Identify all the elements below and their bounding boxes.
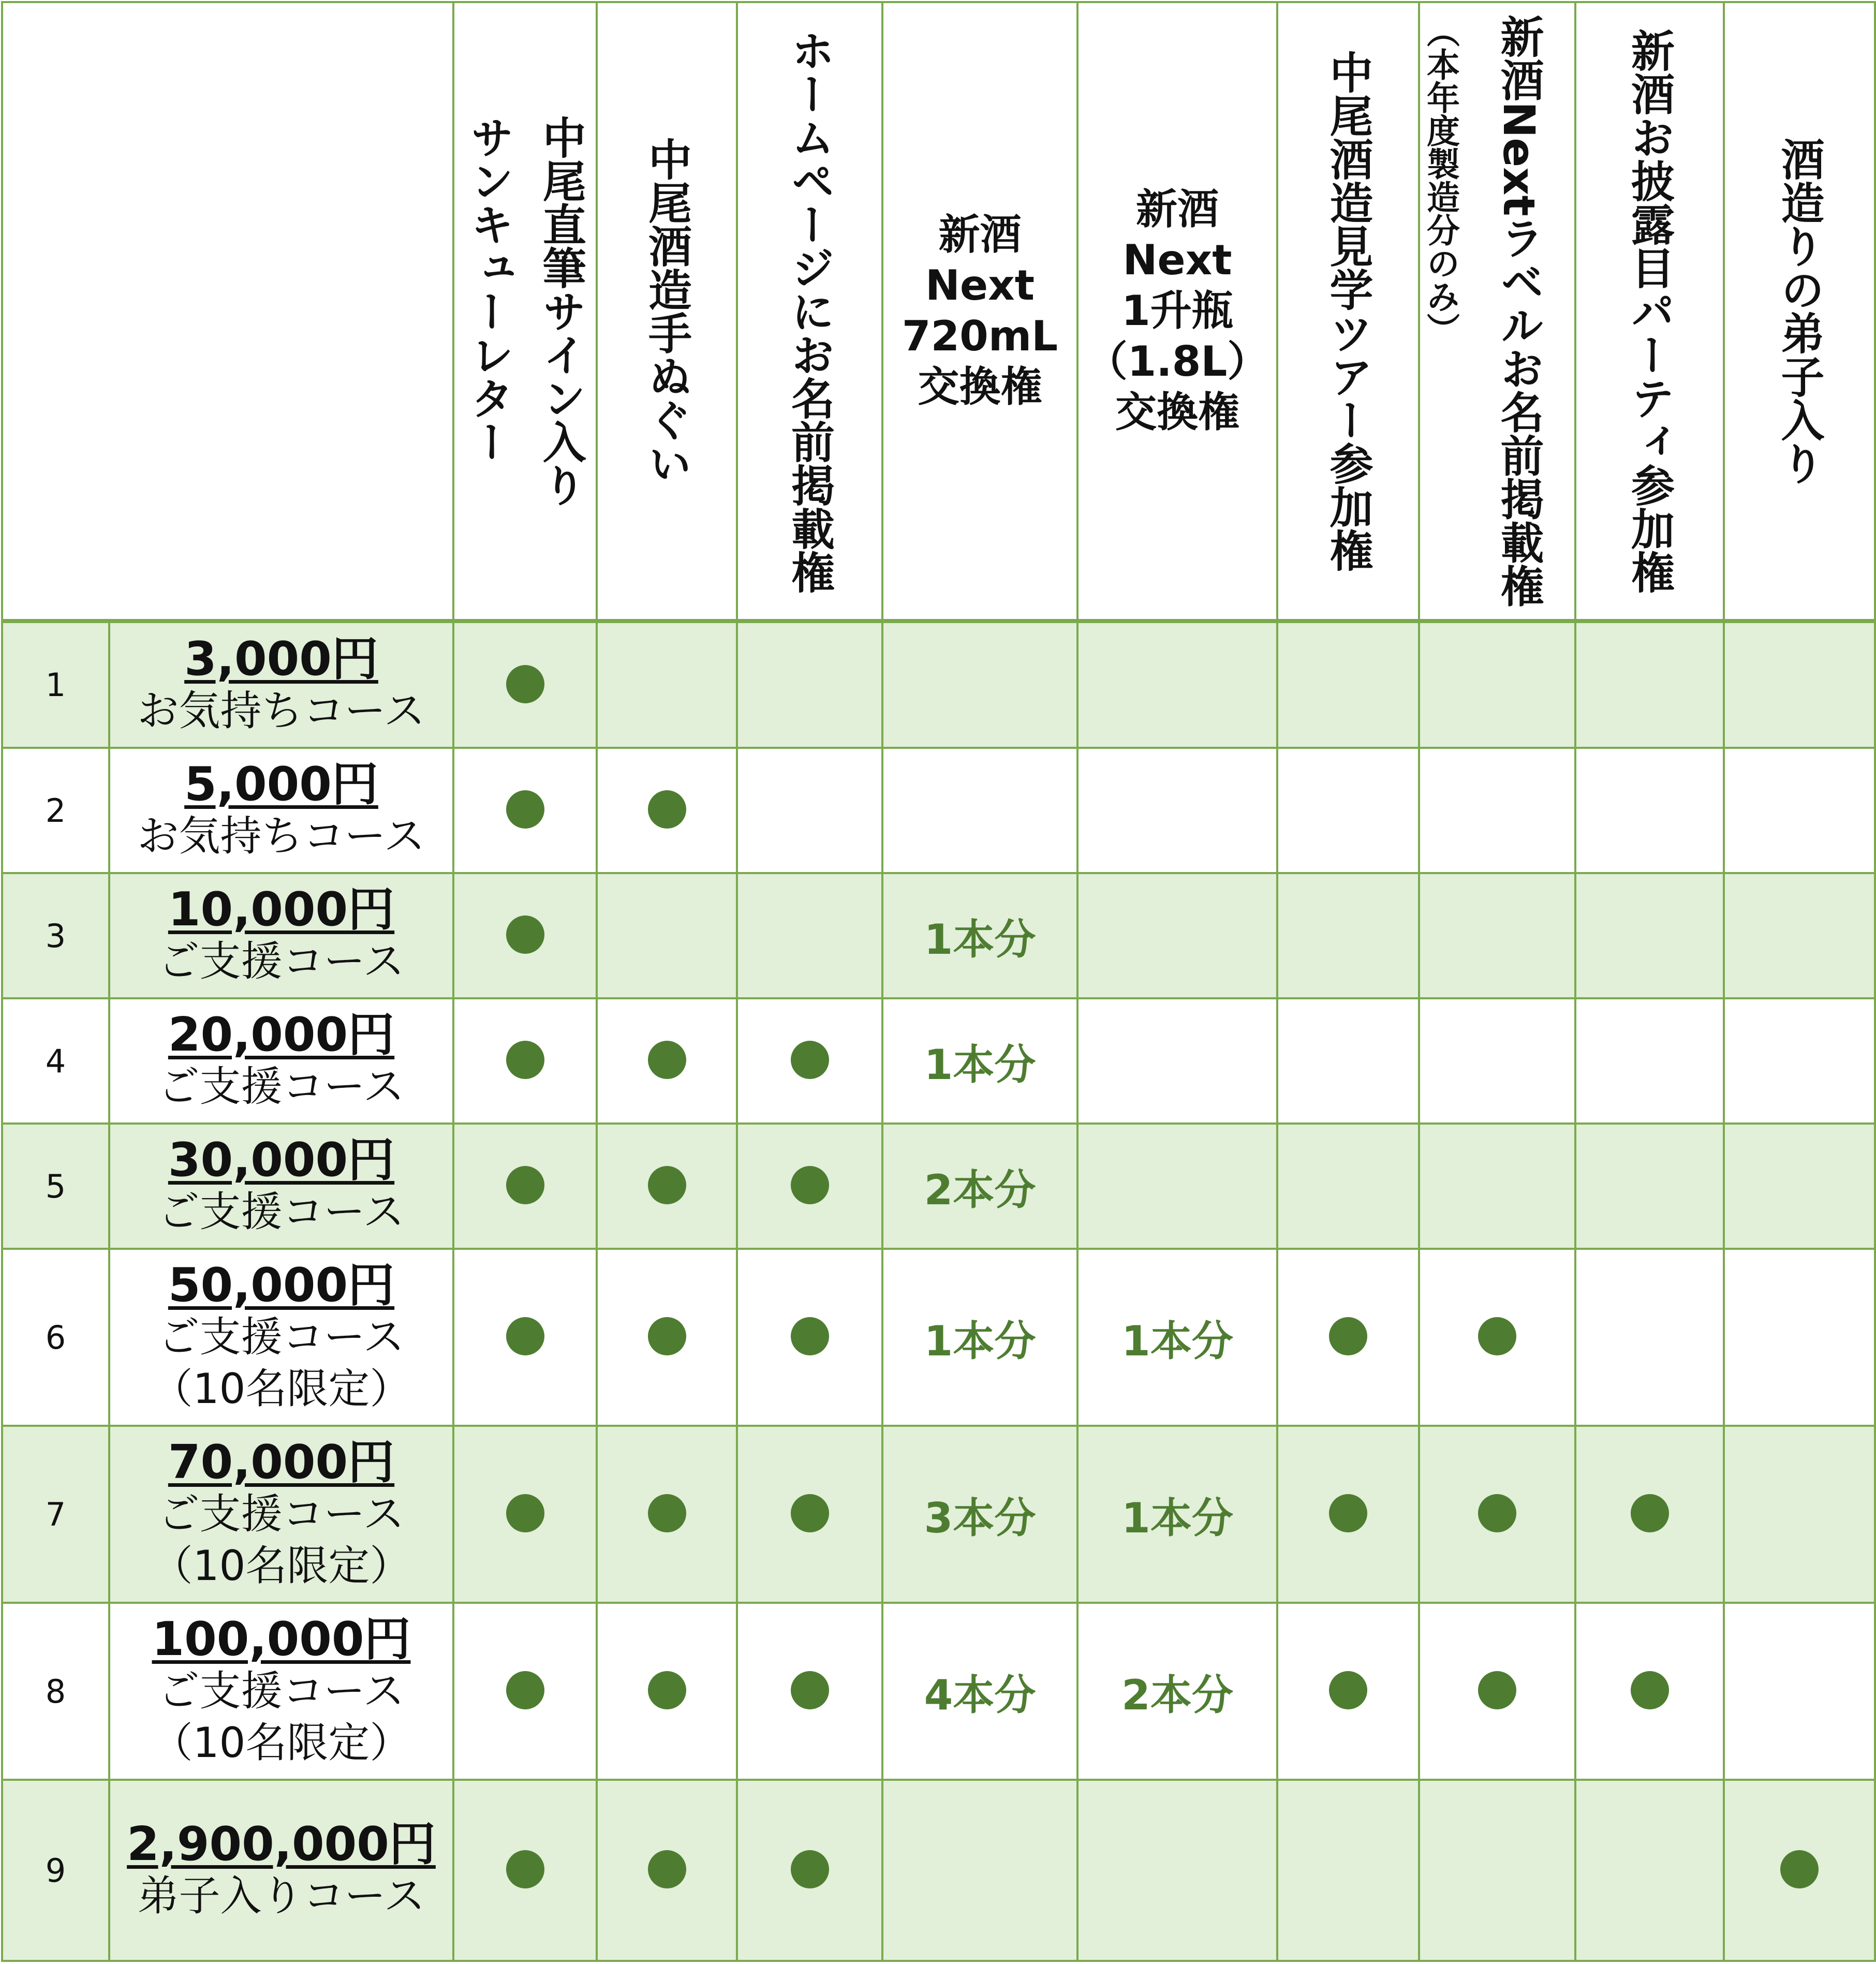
course-price: 20,000円	[168, 1008, 395, 1062]
included-mark-icon	[506, 1850, 544, 1888]
column-header-line: Next	[1122, 236, 1232, 284]
table-row	[2, 748, 1875, 873]
column-header-line: 中尾酒造見学ツアー参加権	[1323, 50, 1373, 572]
benefit-cell	[1575, 621, 1724, 748]
benefit-cell	[1419, 1603, 1575, 1780]
column-header-line: サンキューレター	[463, 115, 514, 463]
included-mark-icon	[1329, 1317, 1367, 1355]
course-price: 30,000円	[168, 1133, 395, 1187]
benefit-cell	[1277, 1603, 1419, 1780]
table-body	[2, 621, 1875, 1961]
benefit-quantity: 1本分	[1121, 1317, 1233, 1365]
column-header-line: 中尾酒造手ぬぐい	[641, 137, 692, 485]
course-price: 100,000円	[152, 1612, 411, 1666]
benefit-cell	[1419, 748, 1575, 873]
reward-table	[1, 1, 1876, 1962]
benefit-cell	[1419, 621, 1575, 748]
column-header-1	[453, 2, 597, 621]
course-cell	[109, 748, 453, 873]
course-cell	[109, 998, 453, 1124]
benefit-cell	[1277, 1124, 1419, 1249]
included-mark-icon	[648, 1494, 686, 1532]
benefit-cell	[737, 998, 882, 1124]
included-mark-icon	[791, 1671, 829, 1709]
benefit-cell	[882, 998, 1077, 1124]
benefit-cell	[1724, 1780, 1875, 1961]
course-name: ご支援コース	[158, 1188, 405, 1236]
table-row	[2, 873, 1875, 998]
benefit-cell	[737, 873, 882, 998]
table-row	[2, 998, 1875, 1124]
benefit-cell	[1277, 1780, 1419, 1961]
benefit-quantity: 1本分	[924, 915, 1036, 964]
benefit-cell	[1077, 1249, 1277, 1426]
benefit-cell	[1277, 1426, 1419, 1603]
included-mark-icon	[1329, 1494, 1367, 1532]
included-mark-icon	[506, 665, 544, 703]
column-header-line: 新酒	[1136, 185, 1219, 233]
benefit-cell	[1575, 1426, 1724, 1603]
benefit-cell	[453, 1603, 597, 1780]
column-header-text	[598, 137, 736, 485]
course-name: 弟子入りコース	[137, 1872, 425, 1920]
row-number: 1	[2, 621, 109, 748]
benefit-cell	[1277, 998, 1419, 1124]
benefit-cell	[1724, 873, 1875, 998]
table-row	[2, 1249, 1875, 1426]
row-number: 9	[2, 1780, 109, 1961]
column-header-text	[1278, 50, 1418, 572]
course-cell	[109, 621, 453, 748]
benefit-cell	[882, 1603, 1077, 1780]
included-mark-icon	[648, 1317, 686, 1355]
column-header-line: Next	[925, 261, 1035, 309]
benefit-cell	[597, 748, 737, 873]
benefit-cell	[1077, 998, 1277, 1124]
benefit-cell	[882, 1780, 1077, 1961]
column-header-8	[1575, 2, 1724, 621]
benefit-cell	[1419, 1426, 1575, 1603]
column-header-7	[1419, 2, 1575, 621]
course-cell	[109, 1780, 453, 1961]
course-price: 3,000円	[184, 631, 378, 686]
included-mark-icon	[648, 1166, 686, 1204]
benefit-quantity: 1本分	[924, 1040, 1036, 1089]
benefit-cell	[453, 1124, 597, 1249]
course-cell	[109, 1249, 453, 1426]
benefit-cell	[1077, 1603, 1277, 1780]
course-name: （10名限定）	[151, 1365, 411, 1413]
benefit-cell	[597, 998, 737, 1124]
row-number: 6	[2, 1249, 109, 1426]
benefit-quantity: 2本分	[924, 1165, 1036, 1214]
benefit-cell	[1419, 998, 1575, 1124]
benefit-cell	[1575, 1603, 1724, 1780]
benefit-cell	[1575, 1249, 1724, 1426]
benefit-cell	[737, 1426, 882, 1603]
benefit-cell	[1077, 873, 1277, 998]
benefit-quantity: 1本分	[924, 1317, 1036, 1365]
row-number: 4	[2, 998, 109, 1124]
included-mark-icon	[648, 1671, 686, 1709]
course-name: お気持ちコース	[137, 686, 425, 735]
included-mark-icon	[791, 1166, 829, 1204]
included-mark-icon	[648, 1850, 686, 1888]
course-name: ご支援コース	[158, 937, 405, 985]
table-row	[2, 621, 1875, 748]
benefit-cell	[453, 621, 597, 748]
column-header-line: 中尾直筆サイン入り	[536, 115, 587, 507]
benefit-cell	[1575, 873, 1724, 998]
benefit-cell	[453, 1426, 597, 1603]
benefit-cell	[882, 1249, 1077, 1426]
benefit-cell	[1724, 621, 1875, 748]
benefit-cell	[1575, 1780, 1724, 1961]
benefit-cell	[1077, 1780, 1277, 1961]
included-mark-icon	[791, 1494, 829, 1532]
column-header-text	[454, 115, 596, 507]
column-header-text	[1576, 28, 1723, 594]
course-name: ご支援コース	[158, 1490, 405, 1538]
column-header-6	[1277, 2, 1419, 621]
included-mark-icon	[506, 1494, 544, 1532]
column-header-line: 交換権	[918, 363, 1042, 411]
header-row	[2, 2, 1875, 621]
included-mark-icon	[791, 1317, 829, 1355]
benefit-cell	[1077, 621, 1277, 748]
course-name: お気持ちコース	[137, 812, 425, 860]
column-header-line: 720mL	[902, 312, 1058, 360]
benefit-cell	[597, 1426, 737, 1603]
column-header-line: （1.8L）	[1086, 337, 1269, 386]
benefit-cell	[1724, 998, 1875, 1124]
benefit-cell	[737, 1124, 882, 1249]
row-number: 8	[2, 1603, 109, 1780]
column-header-line: 交換権	[1115, 388, 1239, 436]
column-header-line: 酒造りの弟子入り	[1774, 137, 1825, 485]
benefit-cell	[1575, 748, 1724, 873]
course-name: ご支援コース	[158, 1062, 405, 1111]
benefit-cell	[453, 873, 597, 998]
included-mark-icon	[506, 1166, 544, 1204]
included-mark-icon	[1329, 1671, 1367, 1709]
benefit-cell	[737, 748, 882, 873]
column-header-text	[738, 28, 881, 594]
included-mark-icon	[648, 1041, 686, 1079]
course-name: ご支援コース	[158, 1313, 405, 1361]
benefit-cell	[597, 621, 737, 748]
column-header-9	[1724, 2, 1875, 621]
row-number: 5	[2, 1124, 109, 1249]
benefit-cell	[882, 748, 1077, 873]
benefit-cell	[882, 1426, 1077, 1603]
included-mark-icon	[1478, 1671, 1516, 1709]
benefit-cell	[597, 1124, 737, 1249]
course-name: （10名限定）	[151, 1542, 411, 1590]
benefit-cell	[597, 1780, 737, 1961]
table-row	[2, 1124, 1875, 1249]
benefit-cell	[1419, 1124, 1575, 1249]
included-mark-icon	[1780, 1850, 1819, 1888]
column-header-text	[1725, 137, 1874, 485]
benefit-cell	[453, 1249, 597, 1426]
included-mark-icon	[506, 1671, 544, 1709]
course-price: 5,000円	[184, 757, 378, 811]
course-price: 70,000円	[168, 1435, 395, 1489]
benefit-cell	[1575, 998, 1724, 1124]
benefit-cell	[1077, 748, 1277, 873]
table-row	[2, 1426, 1875, 1603]
course-name: （10名限定）	[151, 1719, 411, 1767]
course-price: 2,900,000円	[127, 1817, 436, 1871]
benefit-cell	[1077, 1426, 1277, 1603]
column-header-line: 新酒	[938, 211, 1022, 259]
benefit-quantity: 2本分	[1121, 1671, 1233, 1719]
benefit-cell	[737, 621, 882, 748]
benefit-cell	[597, 1603, 737, 1780]
column-header-5	[1077, 2, 1277, 621]
header-blank-cell	[2, 2, 453, 621]
course-cell	[109, 873, 453, 998]
course-cell	[109, 1426, 453, 1603]
column-header-2	[597, 2, 737, 621]
column-header-line: 1升瓶	[1121, 287, 1233, 335]
benefit-cell	[1724, 1124, 1875, 1249]
column-header-4	[882, 2, 1077, 621]
included-mark-icon	[648, 790, 686, 829]
benefit-cell	[1419, 1249, 1575, 1426]
column-header-line: 新酒お披露目パーティ参加権	[1624, 28, 1675, 594]
included-mark-icon	[791, 1850, 829, 1888]
benefit-cell	[1277, 621, 1419, 748]
column-header-3	[737, 2, 882, 621]
benefit-cell	[737, 1780, 882, 1961]
included-mark-icon	[1631, 1671, 1669, 1709]
column-header-line: ホームページにお名前掲載権	[784, 28, 835, 594]
benefit-quantity: 3本分	[924, 1494, 1036, 1542]
included-mark-icon	[506, 790, 544, 829]
benefit-cell	[1277, 1249, 1419, 1426]
included-mark-icon	[506, 915, 544, 954]
benefit-cell	[597, 873, 737, 998]
column-header-note: （本年度製造分のみ）	[1421, 14, 1459, 346]
included-mark-icon	[506, 1317, 544, 1355]
benefit-cell	[1077, 1124, 1277, 1249]
course-price: 50,000円	[168, 1258, 395, 1312]
included-mark-icon	[506, 1041, 544, 1079]
benefit-cell	[1724, 1426, 1875, 1603]
course-name: ご支援コース	[158, 1667, 405, 1715]
column-header-line: 新酒Nextラベルお名前掲載権	[1494, 14, 1544, 608]
benefit-cell	[1724, 1603, 1875, 1780]
benefit-cell	[1575, 1124, 1724, 1249]
benefit-quantity: 1本分	[1121, 1494, 1233, 1542]
benefit-cell	[1724, 748, 1875, 873]
included-mark-icon	[1631, 1494, 1669, 1532]
course-cell	[109, 1603, 453, 1780]
benefit-cell	[1419, 1780, 1575, 1961]
benefit-cell	[453, 1780, 597, 1961]
benefit-cell	[882, 1124, 1077, 1249]
included-mark-icon	[1478, 1317, 1516, 1355]
row-number: 3	[2, 873, 109, 998]
benefit-cell	[1277, 748, 1419, 873]
benefit-cell	[453, 748, 597, 873]
benefit-cell	[453, 998, 597, 1124]
benefit-cell	[1419, 873, 1575, 998]
table-row	[2, 1603, 1875, 1780]
row-number: 7	[2, 1426, 109, 1603]
column-header-text	[1420, 14, 1574, 608]
benefit-cell	[597, 1249, 737, 1426]
included-mark-icon	[1478, 1494, 1516, 1532]
benefit-cell	[737, 1249, 882, 1426]
benefit-quantity: 4本分	[924, 1671, 1036, 1719]
course-cell	[109, 1124, 453, 1249]
benefit-cell	[1724, 1249, 1875, 1426]
table-row	[2, 1780, 1875, 1961]
benefit-cell	[737, 1603, 882, 1780]
course-price: 10,000円	[168, 882, 395, 937]
row-number: 2	[2, 748, 109, 873]
benefit-cell	[882, 621, 1077, 748]
benefit-cell	[1277, 873, 1419, 998]
benefit-cell	[882, 873, 1077, 998]
included-mark-icon	[791, 1041, 829, 1079]
